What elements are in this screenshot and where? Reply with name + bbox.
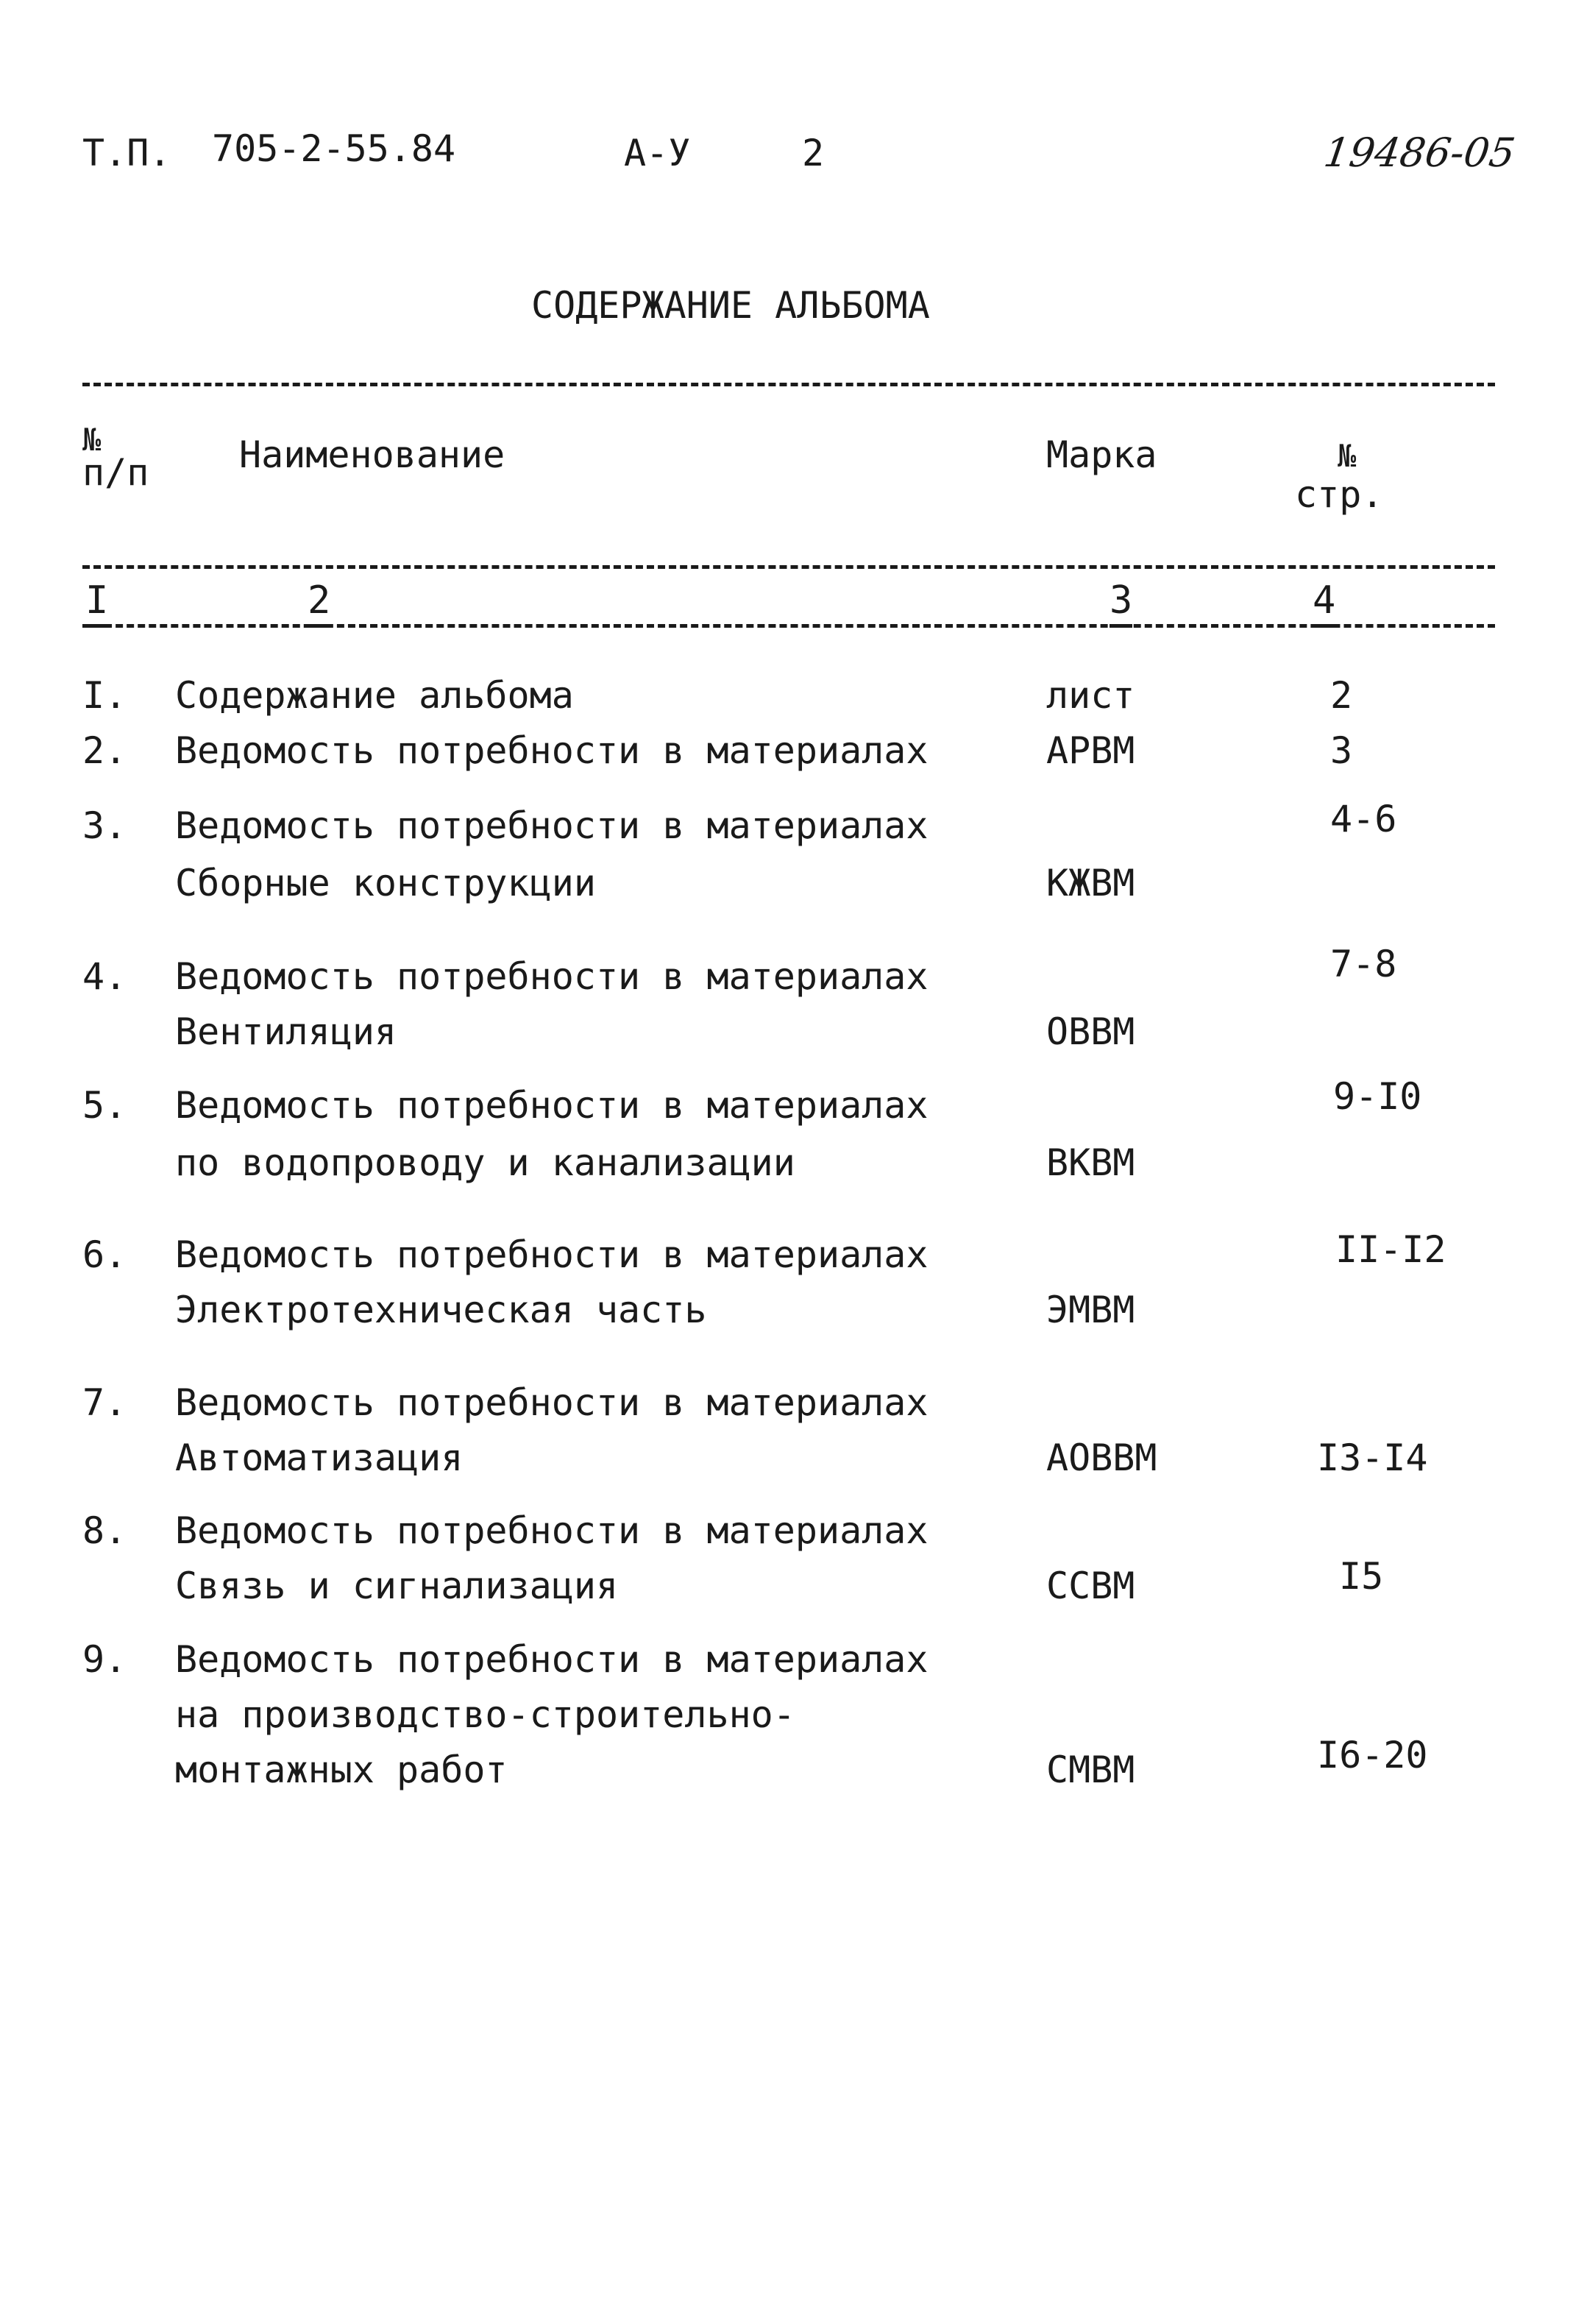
col-header-page-bottom: стр. — [1295, 473, 1384, 516]
row-number: 2. — [82, 729, 127, 772]
row-mark: ВКВМ — [1046, 1141, 1135, 1184]
row-number: 9. — [82, 1638, 127, 1681]
row-name-line: Ведомость потребности в материалах — [175, 1233, 929, 1276]
row-name-line: Ведомость потребности в материалах — [175, 1638, 929, 1681]
row-name-line: Ведомость потребности в материалах — [175, 1084, 929, 1127]
col-header-page-top: № — [1338, 438, 1357, 474]
col-number-1: I — [85, 578, 108, 623]
col-header-mark: Марка — [1046, 433, 1157, 476]
col-header-num-top: № — [82, 422, 102, 458]
col-number-4: 4 — [1313, 578, 1335, 623]
row-name-line: на производство-строительно- — [175, 1693, 795, 1736]
sheet-mark: А-У — [624, 132, 691, 174]
row-page: 3 — [1330, 729, 1353, 772]
row-name-line: по водопроводу и канализации — [175, 1141, 795, 1184]
row-name-line: Ведомость потребности в материалах — [175, 1509, 929, 1552]
row-name-line: Ведомость потребности в материалах — [175, 955, 929, 998]
page-title: СОДЕРЖАНИЕ АЛЬБОМА — [531, 284, 930, 327]
tp-label: Т.П. — [82, 132, 171, 174]
row-mark: ССВМ — [1046, 1565, 1135, 1607]
row-number: 5. — [82, 1084, 127, 1127]
row-page: 9-I0 — [1333, 1075, 1422, 1118]
top-dashed-rule — [82, 383, 1495, 386]
row-mark: АОВВМ — [1046, 1436, 1157, 1479]
col-header-name: Наименование — [239, 433, 505, 476]
row-mark: КЖВМ — [1046, 862, 1135, 904]
row-name-line: Ведомость потребности в материалах — [175, 729, 929, 772]
row-number: 6. — [82, 1233, 127, 1276]
row-page: 2 — [1330, 674, 1353, 717]
colnum-bottom-dashed-rule — [82, 624, 1495, 628]
row-number: I. — [82, 674, 127, 717]
row-number: 3. — [82, 804, 127, 847]
col-header-num-bottom: п/п — [82, 451, 149, 494]
row-name-line: Вентиляция — [175, 1010, 397, 1053]
row-mark: лист — [1046, 674, 1135, 717]
row-mark: АРВМ — [1046, 729, 1135, 772]
row-mark: СМВМ — [1046, 1749, 1135, 1791]
row-name-line: Автоматизация — [175, 1436, 464, 1479]
row-name-line: Электротехническая часть — [175, 1289, 707, 1331]
row-name-line: Содержание альбома — [175, 674, 574, 717]
row-name-line: Связь и сигнализация — [175, 1565, 619, 1607]
row-page: 7-8 — [1330, 943, 1397, 985]
row-page: II-I2 — [1335, 1228, 1446, 1271]
project-code: 705-2-55.84 — [212, 127, 456, 170]
row-name-line: Ведомость потребности в материалах — [175, 804, 929, 847]
row-page: I6-20 — [1317, 1734, 1428, 1776]
row-number: 4. — [82, 955, 127, 998]
col-number-3: 3 — [1110, 578, 1132, 623]
archive-number-handwritten: 19486-05 — [1321, 130, 1519, 176]
row-name-line: Ведомость потребности в материалах — [175, 1381, 929, 1424]
row-name-line: монтажных работ — [175, 1749, 508, 1791]
row-name-line: Сборные конструкции — [175, 862, 596, 904]
row-mark: ОВВМ — [1046, 1010, 1135, 1053]
col-number-2: 2 — [308, 578, 330, 623]
sheet-number: 2 — [802, 132, 825, 174]
row-number: 7. — [82, 1381, 127, 1424]
row-page: 4-6 — [1330, 798, 1397, 840]
row-page: I3-I4 — [1317, 1436, 1428, 1479]
row-page: I5 — [1339, 1555, 1384, 1598]
header-bottom-dashed-rule — [82, 565, 1495, 569]
row-mark: ЭМВМ — [1046, 1289, 1135, 1331]
row-number: 8. — [82, 1509, 127, 1552]
